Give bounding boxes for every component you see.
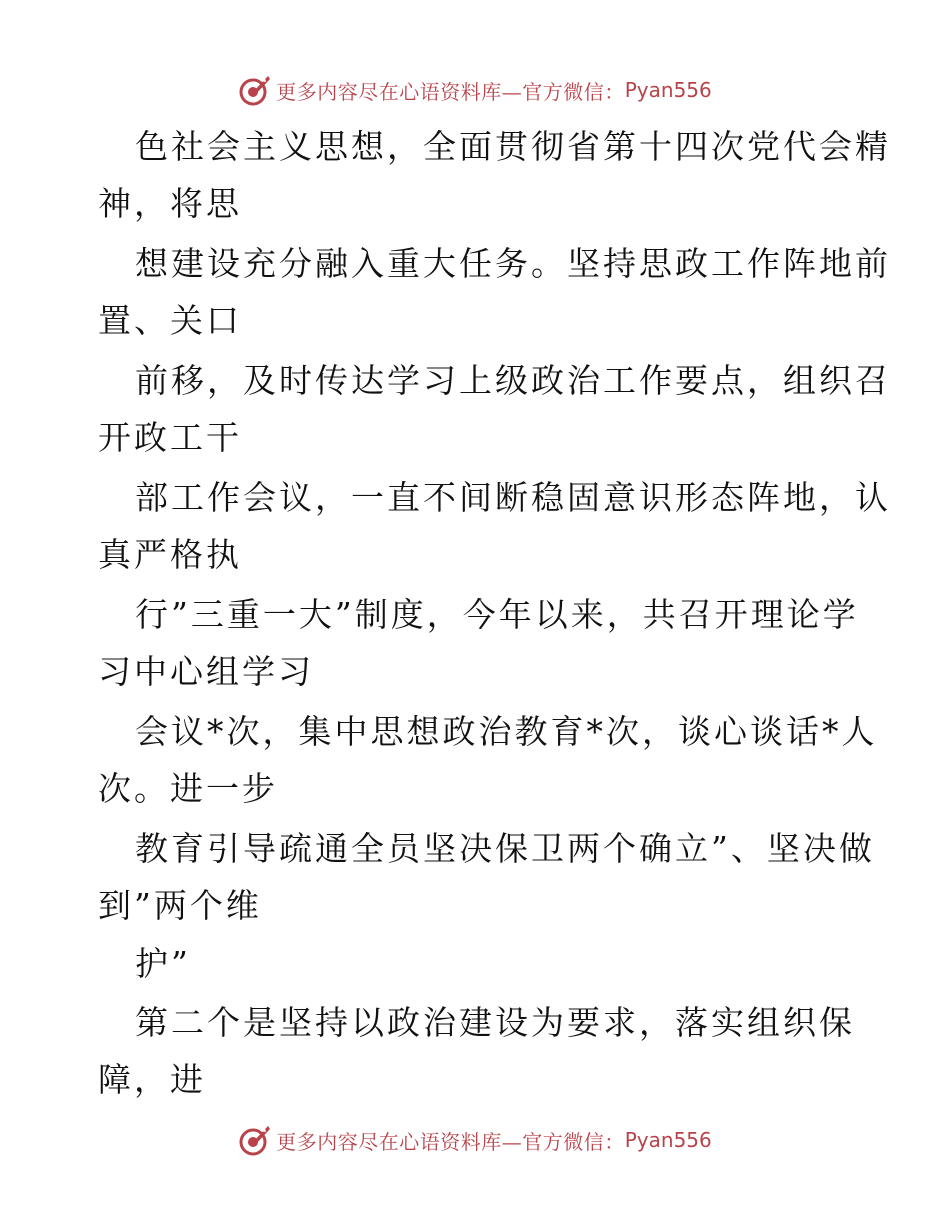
quill-pen-logo-icon	[238, 1123, 272, 1157]
watermark-text: 更多内容尽在心语资料库—官方微信：	[276, 1129, 625, 1154]
text-line: 习中心组学习	[98, 652, 314, 691]
text-line: 次。进一步	[98, 769, 278, 808]
text-line: 部工作会议，一直不间断稳固意识形态阵地，认	[135, 478, 891, 517]
text-line: 前移，及时传达学习上级政治工作要点，组织召	[135, 361, 891, 400]
text-line: 第二个是坚持以政治建设为要求，落实组织保	[135, 1003, 855, 1042]
text-line: 神，将思	[98, 184, 242, 223]
watermark-text: 更多内容尽在心语资料库—官方微信：	[276, 79, 625, 104]
text-line: 护”	[135, 944, 191, 983]
text-line: 色社会主义思想，全面贯彻省第十四次党代会精	[135, 127, 891, 166]
text-line: 到”两个维	[98, 886, 262, 925]
text-line: 障，进	[98, 1060, 206, 1099]
text-line: 行”三重一大”制度，今年以来，共召开理论学	[135, 595, 859, 634]
text-line: 教育引导疏通全员坚决保卫两个确立”、坚决做	[135, 829, 875, 868]
watermark-account: Pyan556	[624, 78, 712, 102]
watermark-account: Pyan556	[624, 1128, 712, 1152]
text-line: 置、关口	[98, 301, 242, 340]
text-line: 会议*次，集中思想政治教育*次，谈心谈话*人	[135, 712, 878, 751]
text-line: 想建设充分融入重大任务。坚持思政工作阵地前	[135, 244, 891, 283]
text-line: 开政工干	[98, 418, 242, 457]
footer-watermark	[0, 1120, 950, 1160]
text-line: 真严格执	[98, 535, 242, 574]
